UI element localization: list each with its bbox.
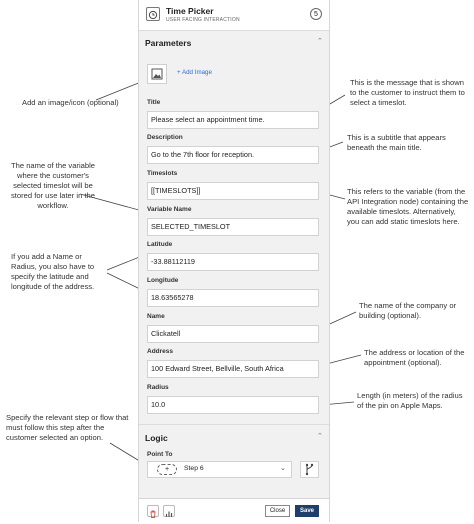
latitude-input[interactable]: -33.88112119 <box>147 253 319 271</box>
annotation-lat-long: If you add a Name or Radius, you also have to specify the latitude and longitude of the address. <box>11 252 95 291</box>
name-label: Name <box>147 313 165 320</box>
branch-flow-button[interactable] <box>300 461 319 478</box>
longitude-label: Longitude <box>147 277 179 284</box>
annotation-title: This is the message that is shown to the customer to instruct them to select a timeslot. <box>350 78 465 107</box>
close-button[interactable]: Close <box>265 505 290 517</box>
annotation-name: The name of the company or building (optional). <box>359 301 457 320</box>
longitude-input[interactable]: 18.63565278 <box>147 289 319 307</box>
address-label: Address <box>147 348 174 355</box>
annotation-radius: Length (in meters) of the radius of the pin on Apple Maps. <box>357 391 463 410</box>
variable-name-input[interactable]: SELECTED_TIMESLOT <box>147 218 319 236</box>
timeslots-input[interactable]: [[TIMESLOTS]] <box>147 182 319 200</box>
panel-footer <box>139 498 329 523</box>
plus-icon: + <box>157 464 177 475</box>
description-label: Description <box>147 134 183 141</box>
annotation-add-image: Add an image/icon (optional) <box>22 98 119 107</box>
parameters-heading: Parameters <box>145 38 192 48</box>
section-divider <box>139 424 329 425</box>
point-to-label: Point To <box>147 451 173 458</box>
panel-subtitle: USER FACING INTERACTION <box>166 17 240 23</box>
annotation-description: This is a subtitle that appears beneath the main title. <box>347 133 446 152</box>
radius-label: Radius <box>147 384 169 391</box>
logic-heading: Logic <box>145 433 168 443</box>
image-placeholder-icon[interactable] <box>147 64 167 84</box>
title-label: Title <box>147 99 161 106</box>
collapse-logic-icon[interactable]: ⌃ <box>317 433 323 440</box>
clock-icon <box>146 7 160 21</box>
latitude-label: Latitude <box>147 241 173 248</box>
time-picker-panel <box>138 0 330 522</box>
annotation-variable-name: The name of the variable where the customer's selected timeslot will be stored for use later in the workflow. <box>11 161 96 210</box>
annotation-point-to: Specify the relevant step or flow that must follow this step after the customer selected an option. <box>6 413 129 442</box>
panel-header <box>139 0 329 31</box>
collapse-parameters-icon[interactable]: ⌃ <box>317 38 323 45</box>
chevron-down-icon: ⌄ <box>280 465 286 472</box>
title-input[interactable]: Please select an appointment time. <box>147 111 319 129</box>
delete-icon[interactable] <box>147 505 159 517</box>
annotation-address: The address or location of the appointment (optional). <box>364 348 465 367</box>
point-to-select[interactable] <box>147 461 292 478</box>
step-number-badge: 5 <box>310 8 322 20</box>
save-button[interactable]: Save <box>295 505 319 517</box>
analytics-icon[interactable] <box>163 505 175 517</box>
name-input[interactable]: Clickatell <box>147 325 319 343</box>
variable-name-label: Variable Name <box>147 206 192 213</box>
radius-input[interactable]: 10.0 <box>147 396 319 414</box>
timeslots-label: Timeslots <box>147 170 178 177</box>
panel-title: Time Picker <box>166 6 214 16</box>
address-input[interactable]: 100 Edward Street, Bellville, South Africa <box>147 360 319 378</box>
add-image-link[interactable]: + Add Image <box>177 69 212 76</box>
point-to-value: Step 6 <box>184 465 204 472</box>
description-input[interactable]: Go to the 7th floor for reception. <box>147 146 319 164</box>
annotation-timeslots: This refers to the variable (from the API Integration node) containing the available timeslots. Alternatively, you can add static timeslots here. <box>347 187 469 226</box>
